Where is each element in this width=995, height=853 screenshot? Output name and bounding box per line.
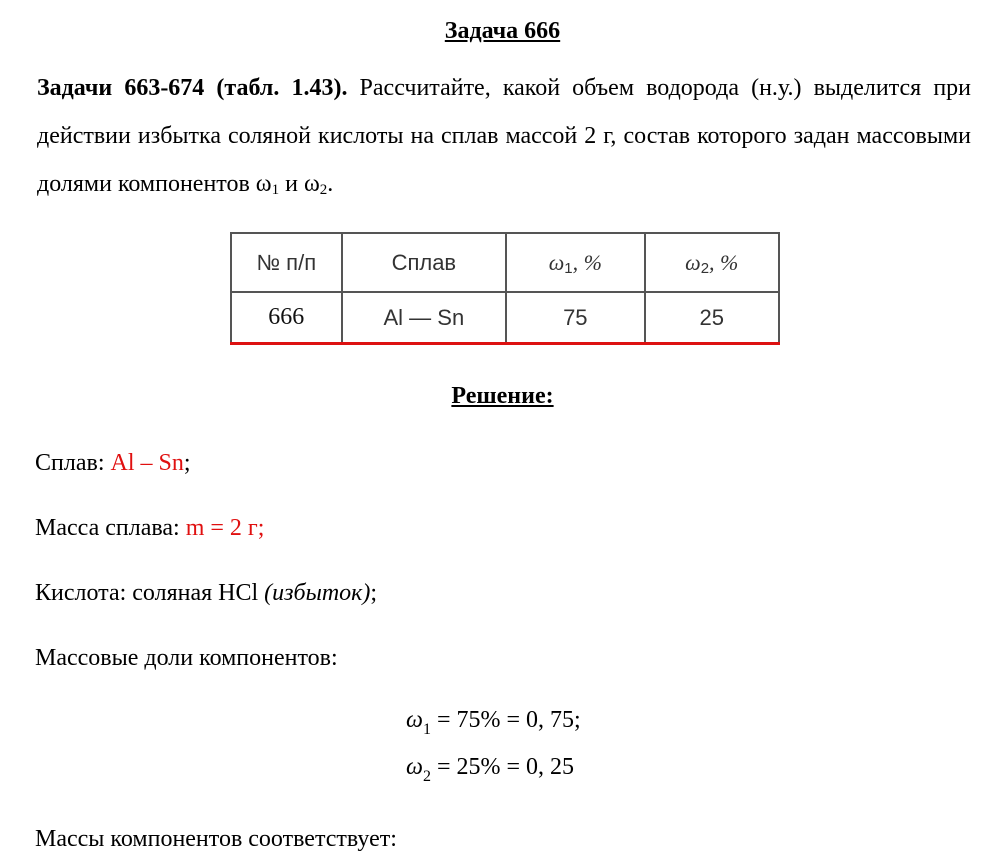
cell-w2: 25 xyxy=(645,292,779,344)
given-fractions-label: Массовые доли компонентов: xyxy=(35,645,338,671)
given-mass xyxy=(35,515,264,542)
task-statement xyxy=(37,64,971,208)
formula-w2-symbol: ω xyxy=(406,754,423,780)
given-alloy-label: Сплав: xyxy=(35,450,111,476)
header-w2-sub: 2 xyxy=(700,259,710,277)
given-acid xyxy=(35,580,377,607)
header-w1 xyxy=(506,233,644,292)
header-number: № п/п xyxy=(231,233,342,292)
header-alloy: Сплав xyxy=(342,233,506,292)
formula-w1-expr: = 75% = 0, 75; xyxy=(430,707,581,733)
table-row xyxy=(231,292,779,344)
cell-number: 666 xyxy=(231,292,342,344)
header-w2-symbol: ω xyxy=(685,249,701,275)
table-header-row xyxy=(231,233,779,292)
task-text-part-1: Рассчитайте, какой объем водорода (н.у.) выделится при действии избытка соляной кислоты на сплав массой 2 г, состав которого задан массовыми долями компонентов ω xyxy=(37,75,972,197)
task-sub-2: 2 xyxy=(319,182,328,198)
given-mass-label: Масса сплава: xyxy=(35,515,186,541)
given-masses-label: Массы компонентов соответствует: xyxy=(35,826,397,852)
task-sub-1: 1 xyxy=(271,182,280,198)
given-acid-label: Кислота: соляная HCl xyxy=(35,580,265,606)
task-range-label: Задачи 663-674 (табл. 1.43). xyxy=(37,75,348,101)
page-title: Задача 666 xyxy=(444,18,561,44)
cell-w1: 75 xyxy=(506,292,644,344)
formula-w2 xyxy=(406,754,575,785)
given-acid-note: (избыток) xyxy=(264,580,371,606)
header-w2 xyxy=(645,233,779,292)
given-alloy xyxy=(35,450,191,477)
header-w2-unit: , % xyxy=(709,249,739,275)
formula-w2-expr: = 25% = 0, 25 xyxy=(430,754,575,780)
formula-w1 xyxy=(406,707,581,738)
header-w1-symbol: ω xyxy=(548,249,565,275)
variant-table xyxy=(230,232,780,345)
solution-heading: Решение: xyxy=(451,383,554,409)
given-alloy-value: Al – Sn xyxy=(110,450,184,476)
task-text-part-2: и ω xyxy=(279,171,320,197)
given-alloy-end: ; xyxy=(183,450,191,476)
task-text-part-3: . xyxy=(327,171,334,197)
formula-w1-sub: 1 xyxy=(422,721,431,738)
formula-w1-symbol: ω xyxy=(406,707,423,733)
formula-w2-sub: 2 xyxy=(422,768,431,785)
given-acid-end: ; xyxy=(370,580,378,606)
header-w1-unit: , % xyxy=(572,249,602,275)
header-w1-sub: 1 xyxy=(564,259,573,277)
given-mass-value: m = 2 г; xyxy=(185,515,265,541)
cell-alloy: Al — Sn xyxy=(342,292,506,344)
